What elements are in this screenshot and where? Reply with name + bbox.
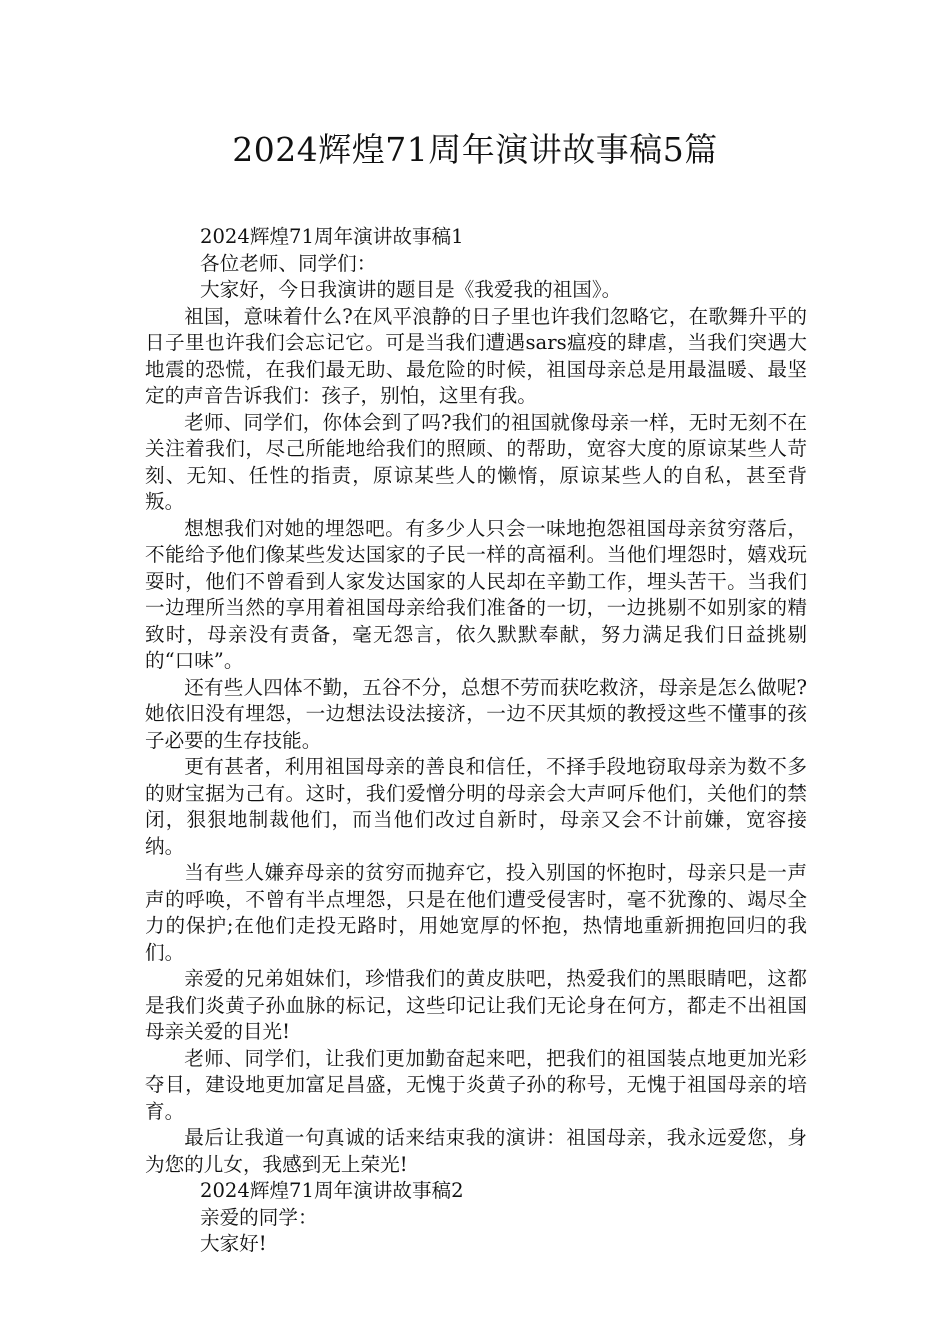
section-heading-1: 2024辉煌71周年演讲故事稿1 xyxy=(200,225,464,248)
salutation-1: 各位老师、同学们： xyxy=(200,251,377,275)
paragraph: 更有甚者，利用祖国母亲的善良和信任，不择手段地窃取母亲为数不多的财宝据为己有。这时，我们爱憎分明的母亲会大声呵斥他们，关他们的禁闭，狠狠地制裁他们，而当他们改过自新时，母亲又会不计前嫌，宽容接纳。 xyxy=(145,755,807,858)
paragraph: 祖国，意味着什么?在风平浪静的日子里也许我们忽略它，在歌舞升平的日子里也许我们会忘记它。可是当我们遭遇sars瘟疫的肆虐，当我们突遇大地震的恐慌，在我们最无助、最危险的时候，祖国母亲总是用最温暖、最坚定的声音告诉我们：孩子，别怕，这里有我。 xyxy=(145,304,807,407)
section-heading-2: 2024辉煌71周年演讲故事稿2 xyxy=(200,1179,464,1202)
paragraph: 还有些人四体不勤，五谷不分，总想不劳而获吃救济，母亲是怎么做呢?她依旧没有埋怨，一边想法设法接济，一边不厌其烦的教授这些不懂事的孩子必要的生存技能。 xyxy=(145,675,807,752)
greeting-1: 大家好，今日我演讲的题目是《我爱我的祖国》。 xyxy=(200,278,622,301)
paragraph: 当有些人嫌弃母亲的贫穷而抛弃它，投入别国的怀抱时，母亲只是一声声的呼唤，不曾有半点埋怨，只是在他们遭受侵害时，毫不犹豫的、竭尽全力的保护;在他们走投无路时，用她宽厚的怀抱，热情地重新拥抱回归的我们。 xyxy=(145,861,807,964)
paragraph: 老师、同学们，你体会到了吗?我们的祖国就像母亲一样，无时无刻不在关注着我们，尽己所能地给我们的照顾、的帮助，宽容大度的原谅某些人苛刻、无知、任性的指责，原谅某些人的懒惰，原谅某些人的自私，甚至背叛。 xyxy=(145,410,807,513)
document-title: 2024辉煌71周年演讲故事稿5篇 xyxy=(232,130,718,169)
paragraph: 老师、同学们，让我们更加勤奋起来吧，把我们的祖国装点地更加光彩夺目，建设地更加富足昌盛，无愧于炎黄子孙的称号，无愧于祖国母亲的培育。 xyxy=(145,1046,807,1123)
paragraph: 想想我们对她的埋怨吧。有多少人只会一味地抱怨祖国母亲贫穷落后，不能给予他们像某些发达国家的子民一样的高福利。当他们埋怨时，嬉戏玩耍时，他们不曾看到人家发达国家的人民却在辛勤工作，埋头苦干。当我们一边理所当然的享用着祖国母亲给我们准备的一切，一边挑剔不如别家的精致时，母亲没有责备，毫无怨言，依久默默奉献，努力满足我们日益挑剔的“口味”。 xyxy=(145,516,807,672)
greeting-2: 大家好! xyxy=(200,1232,267,1255)
document-body xyxy=(145,224,807,1258)
salutation-2: 亲爱的同学： xyxy=(200,1205,318,1229)
paragraph: 最后让我道一句真诚的话来结束我的演讲：祖国母亲，我永远爱您，身为您的儿女，我感到无上荣光! xyxy=(145,1126,807,1176)
paragraph: 亲爱的兄弟姐妹们，珍惜我们的黄皮肤吧，热爱我们的黑眼睛吧，这都是我们炎黄子孙血脉的标记，这些印记让我们无论身在何方，都走不出祖国母亲关爱的目光! xyxy=(145,967,807,1043)
